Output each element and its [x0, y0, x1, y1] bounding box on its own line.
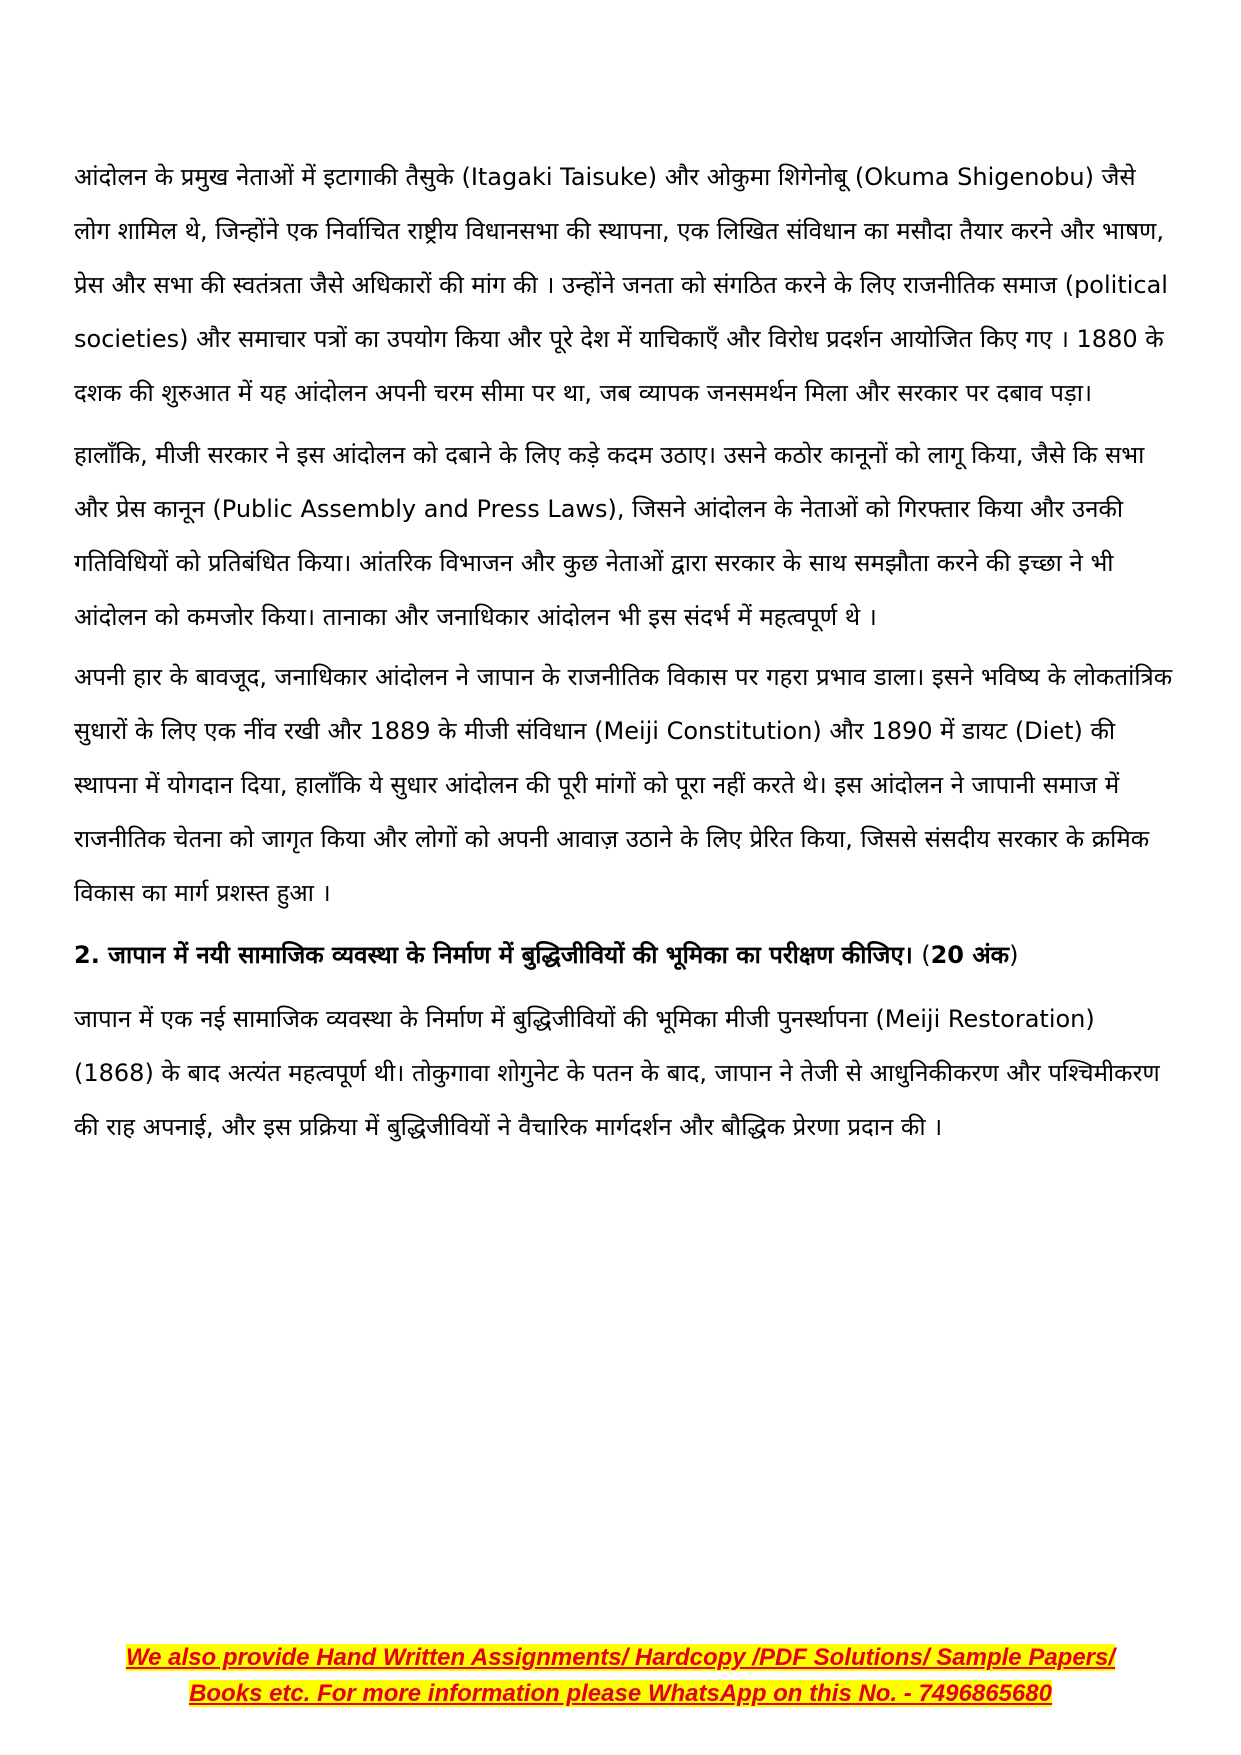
footer-line-1: We also provide Hand Written Assignments/ Hardcopy /PDF Solutions/ Sample Papers/	[125, 1644, 1116, 1671]
question-marks-open: (	[921, 941, 931, 969]
question-heading	[74, 928, 1174, 982]
paragraph-movement-impact: अपनी हार के बावजूद, जनाधिकार आंदोलन ने जापान के राजनीतिक विकास पर गहरा प्रभाव डाला। इसने भविष्य के लोकतांत्रिक सुधारों के लिए एक नींव रखी और 1889 के मीजी संविधान (Meiji Constitution) और 1890 में डायट (Diet) की स्थापना में योगदान दिया, हालाँकि ये सुधार आंदोलन की पूरी मांगों को पूरा नहीं करते थे। इस आंदोलन ने जापानी समाज में राजनीतिक चेतना को जागृत किया और लोगों को अपनी आवाज़ उठाने के लिए प्रेरित किया, जिससे संसदीय सरकार के क्रमिक विकास का मार्ग प्रशस्त हुआ ।	[74, 663, 1173, 907]
footer-advertisement	[0, 1640, 1241, 1712]
answer-paragraph: जापान में एक नई सामाजिक व्यवस्था के निर्माण में बुद्धिजीवियों की भूमिका मीजी पुनर्स्थापना (Meiji Restoration) (1868) के बाद अत्यंत महत्वपूर्ण थी। तोकुगावा शोगुनेट के पतन के बाद, जापान ने तेजी से आधुनिकीकरण और पश्चिमीकरण की राह अपनाई, और इस प्रक्रिया में बुद्धिजीवियों ने वैचारिक मार्गदर्शन और बौद्धिक प्रेरणा प्रदान की ।	[74, 1005, 1160, 1141]
document-body	[74, 150, 1174, 1154]
question-marks: 20 अंक	[930, 941, 1010, 969]
paragraph-government-suppression: हालाँकि, मीजी सरकार ने इस आंदोलन को दबाने के लिए कड़े कदम उठाए। उसने कठोर कानूनों को लागू किया, जैसे कि सभा और प्रेस कानून (Public Assembly and Press Laws), जिसने आंदोलन के नेताओं को गिरफ्तार किया और उनकी गतिविधियों को प्रतिबंधित किया। आंतरिक विभाजन और कुछ नेताओं द्वारा सरकार के साथ समझौता करने की इच्छा ने भी आंदोलन को कमजोर किया। तानाका और जनाधिकार आंदोलन भी इस संदर्भ में महत्वपूर्ण थे ।	[74, 441, 1145, 631]
paragraph-leaders: आंदोलन के प्रमुख नेताओं में इटागाकी तैसुके (Itagaki Taisuke) और ओकुमा शिगेनोबू (Okuma Shigenobu) जैसे लोग शामिल थे, जिन्होंने एक निर्वाचित राष्ट्रीय विधानसभा की स्थापना, एक लिखित संविधान का मसौदा तैयार करने और भाषण, प्रेस और सभा की स्वतंत्रता जैसे अधिकारों की मांग की । उन्होंने जनता को संगठित करने के लिए राजनीतिक समाज (political societies) और समाचार पत्रों का उपयोग किया और पूरे देश में याचिकाएँ और विरोध प्रदर्शन आयोजित किए गए । 1880 के दशक की शुरुआत में यह आंदोलन अपनी चरम सीमा पर था, जब व्यापक जनसमर्थन मिला और सरकार पर दबाव पड़ा।	[74, 163, 1168, 407]
question-text: 2. जापान में नयी सामाजिक व्यवस्था के निर्माण में बुद्धिजीवियों की भूमिका का परीक्षण कीजिए।	[74, 941, 922, 969]
question-marks-close: )	[1009, 941, 1019, 969]
footer-line-2: Books etc. For more information please WhatsApp on this No. - 7496865680	[189, 1680, 1052, 1707]
